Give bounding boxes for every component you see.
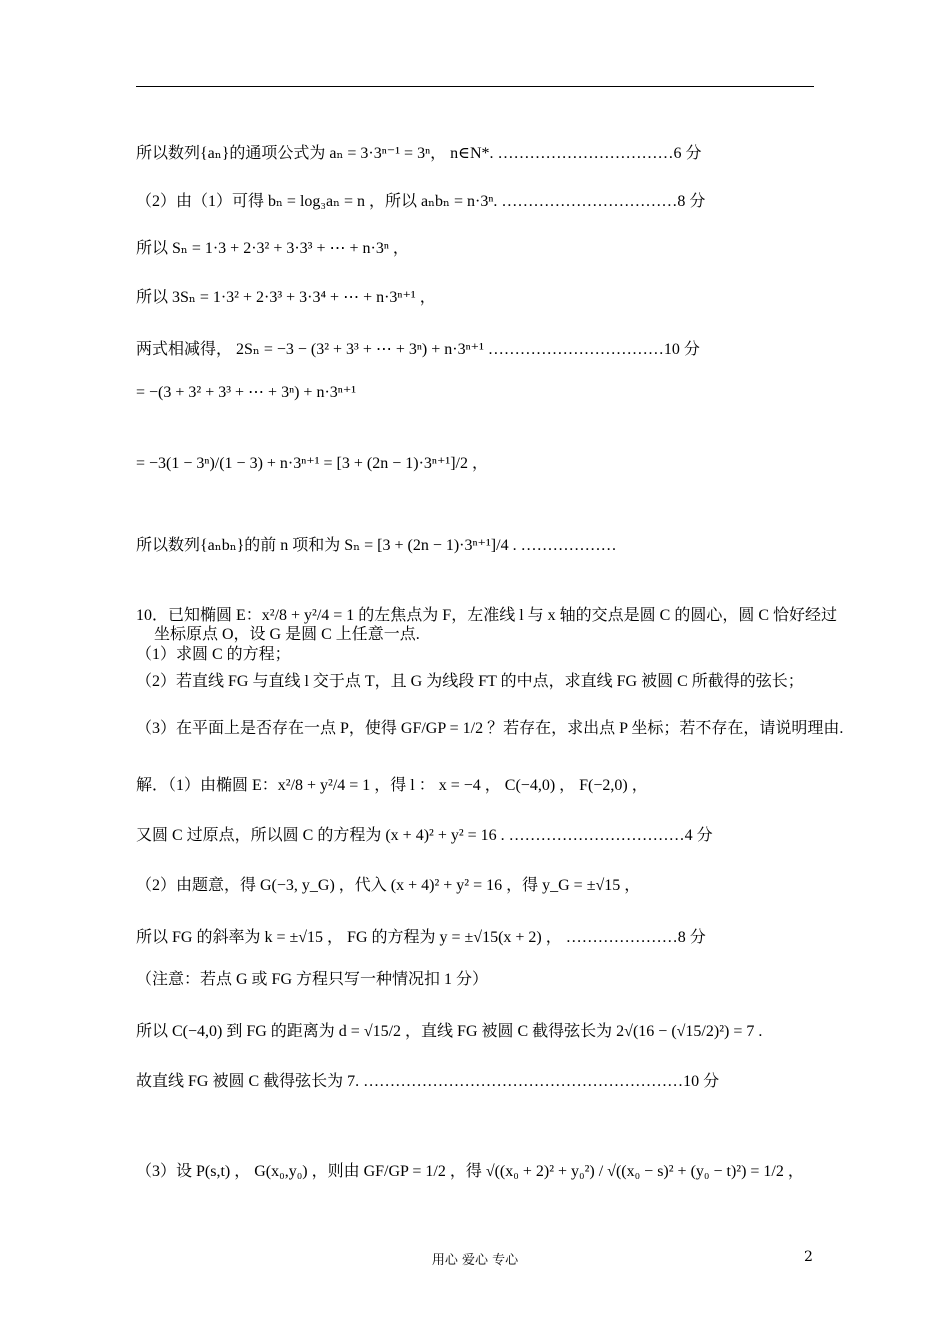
text-line (136, 872, 640, 895)
text-line (136, 140, 702, 163)
line-content: 所以数列{aₙbₙ}的前 n 项和为 Sₙ = [3 + (2n − 1)·3ⁿ⁺¹]/4 . ……………… (136, 537, 617, 554)
line-content: （3）设 P(s,t) ， G(x₀,y₀) ，则由 GF/GP = 1/2 ，得 √((x₀ + 2)² + y₀²) / √((x₀ − s)² + (y₀ − t)²) = 1/2 ， (136, 1163, 804, 1180)
line-content: 所以数列{aₙ}的通项公式为 aₙ = 3·3ⁿ⁻¹ = 3ⁿ， n∈N*. ……………………………6 分 (136, 145, 702, 162)
text-line (136, 1068, 719, 1091)
text-line (136, 772, 648, 795)
line-content: 两式相减得， 2Sₙ = −3 − (3² + 3³ + ⋯ + 3ⁿ) + n·3ⁿ⁺¹ ……………………………10 分 (136, 341, 700, 358)
text-line (136, 336, 700, 359)
line-content: = −(3 + 3² + 3³ + ⋯ + 3ⁿ) + n·3ⁿ⁺¹ (136, 384, 357, 401)
text-line (136, 1158, 804, 1181)
text-line (136, 382, 356, 402)
line-content: 又圆 C 过原点，所以圆 C 的方程为 (x + 4)² + y² = 16 . ……………………………4 分 (136, 827, 713, 844)
text-line (136, 966, 488, 989)
page-footer: 用心 爱心 专心 (431, 1253, 519, 1268)
line-content: 解．（1）由椭圆 E：x²/8 + y²/4 = 1 ，得 l ： x = −4 ， C(−4,0) ， F(−2,0) ， (136, 777, 648, 794)
text-line (136, 1018, 762, 1041)
text-line (136, 235, 409, 258)
line-content: 故直线 FG 被圆 C 截得弦长为 7. ……………………………………………………10 分 (136, 1073, 720, 1090)
text-line (136, 924, 706, 947)
line-content: （2）由（1）可得 bₙ = log₃aₙ = n ，所以 aₙbₙ = n·3ⁿ. ……………………………8 分 (136, 193, 706, 210)
page-number: 2 (804, 1249, 813, 1265)
line-content: （注意：若点 G 或 FG 方程只写一种情况扣 1 分） (136, 971, 489, 988)
line-content: （3）在平面上是否存在一点 P，使得 GF/GP = 1/2 ？若存在，求出点 P 坐标；若不存在，请说明理由. (136, 720, 844, 737)
line-content: 10．已知椭圆 E：x²/8 + y²/4 = 1 的左焦点为 F，左准线 l 与 x 轴的交点是圆 C 的圆心，圆 C 恰好经过 (136, 607, 837, 624)
text-line (136, 715, 843, 738)
line-content: （1）求圆 C 的方程； (136, 646, 291, 663)
line-content: 所以 FG 的斜率为 k = ±√15 ， FG 的方程为 y = ±√15(x + 2) ， …………………8 分 (136, 929, 706, 946)
header-rule (136, 86, 814, 87)
text-line (136, 532, 617, 555)
line-content: = −3(1 − 3ⁿ)/(1 − 3) + n·3ⁿ⁺¹ = [3 + (2n − 1)·3ⁿ⁺¹]/2 ， (136, 455, 488, 472)
line-content: 所以 C(−4,0) 到 FG 的距离为 d = √15/2 ，直线 FG 被圆 C 截得弦长为 2√(16 − (√15/2)²) = 7 . (136, 1023, 763, 1040)
text-line (136, 641, 291, 664)
line-content: 坐标原点 O，设 G 是圆 C 上任意一点. (154, 626, 420, 643)
line-content: （2）若直线 FG 与直线 l 交于点 T，且 G 为线段 FT 的中点，求直线 FG 被圆 C 所截得的弦长； (136, 673, 804, 690)
text-line (136, 450, 488, 473)
text-line (136, 284, 436, 307)
text-line (136, 668, 804, 691)
line-content: 所以 Sₙ = 1·3 + 2·3² + 3·3³ + ⋯ + n·3ⁿ ， (136, 240, 409, 257)
line-content: 所以 3Sₙ = 1·3² + 2·3³ + 3·3⁴ + ⋯ + n·3ⁿ⁺¹ ， (136, 289, 436, 306)
text-line (136, 822, 713, 845)
line-content: （2）由题意，得 G(−3, y_G) ，代入 (x + 4)² + y² = 16 ，得 y_G = ±√15 ， (136, 877, 641, 894)
text-line (136, 188, 705, 211)
